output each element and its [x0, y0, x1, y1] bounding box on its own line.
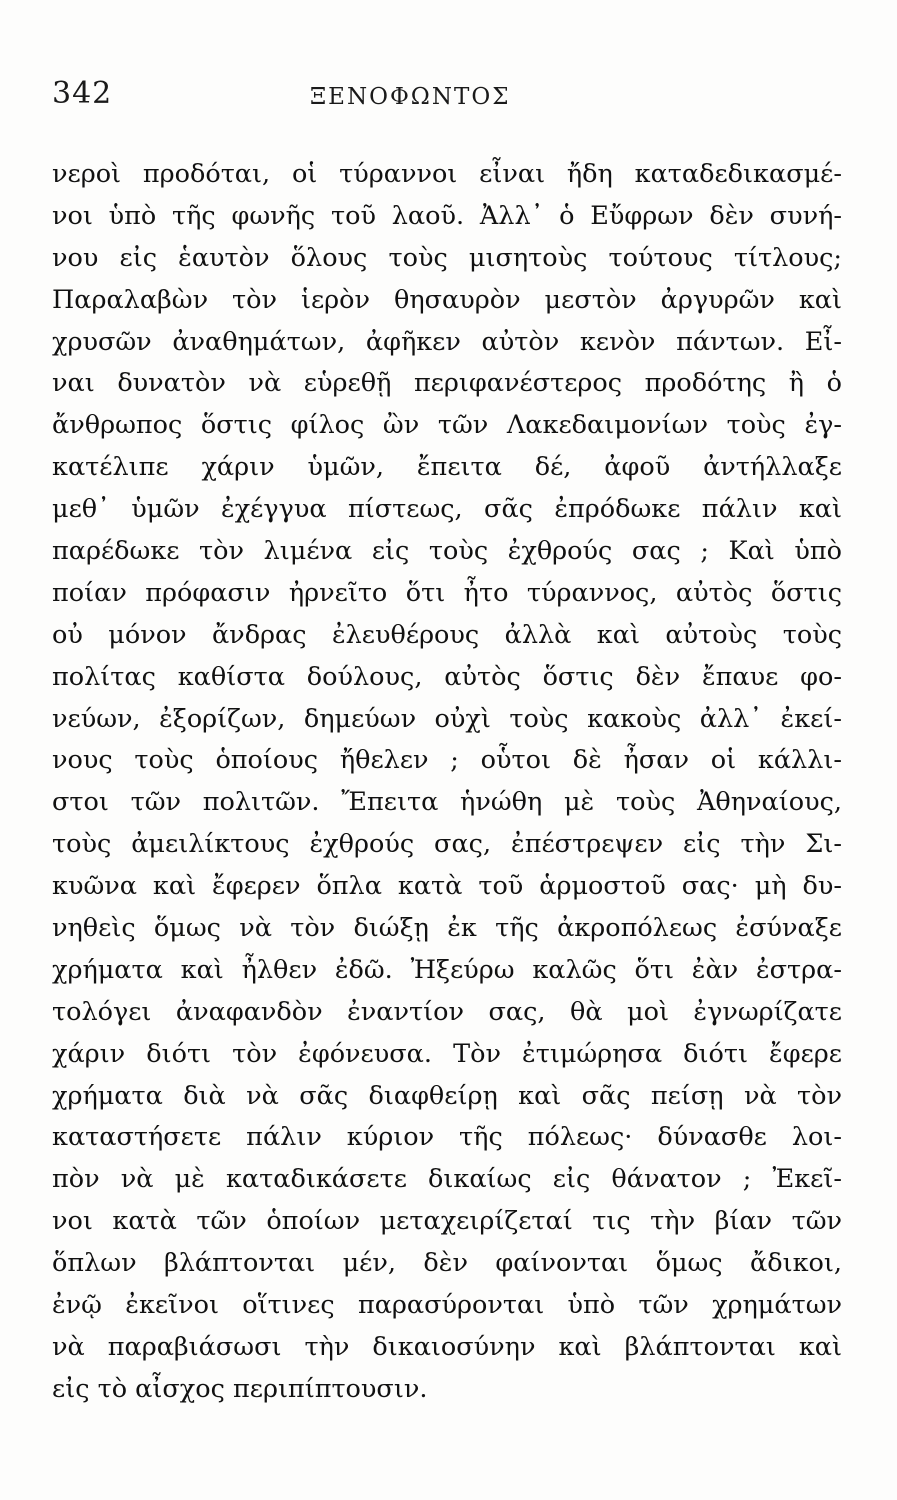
page-header	[52, 70, 832, 120]
text-line: ποίαν πρόφασιν ἠρνεῖτο ὅτι ἦτο τύραννος, αὐτὸς ὅστις	[52, 577, 842, 608]
text-line: ἐνῷ ἐκεῖνοι οἵτινες παρασύρονται ὑπὸ τῶν χρημάτων	[52, 1290, 842, 1321]
text-line: στοι τῶν πολιτῶν. Ἔπειτα ἡνώθη μὲ τοὺς Ἀθηναίους,	[52, 787, 842, 818]
text-line: νεύων, ἐξορίζων, δημεύων οὐχὶ τοὺς κακοὺς ἀλλ᾽ ἐκεί-	[52, 703, 842, 734]
text-line: εἰς τὸ αἶσχος περιπίπτουσιν.	[52, 1373, 428, 1404]
running-title: ΞΕΝΟΦΩΝΤΟΣ	[310, 84, 511, 110]
text-line: καταστήσετε πάλιν κύριον τῆς πόλεως· δύνασθε λοι-	[52, 1122, 842, 1153]
text-line: νὰ παραβιάσωσι τὴν δικαιοσύνην καὶ βλάπτονται καὶ	[52, 1331, 842, 1362]
body-text	[52, 154, 842, 1411]
text-line: πολίτας καθίστα δούλους, αὐτὸς ὅστις δὲν ἔπαυε φο-	[52, 661, 842, 692]
text-line: νου εἰς ἑαυτὸν ὅλους τοὺς μισητοὺς τούτους τίτλους;	[52, 242, 842, 273]
text-line: νοι κατὰ τῶν ὁποίων μεταχειρίζεταί τις τὴν βίαν τῶν	[52, 1206, 842, 1237]
text-line: νεροὶ προδόται, οἱ τύραννοι εἶναι ἤδη καταδεδικασμέ-	[52, 159, 842, 189]
text-line: χρήματα διὰ νὰ σᾶς διαφθείρῃ καὶ σᾶς πείσῃ νὰ τὸν	[52, 1080, 842, 1111]
text-line: Παραλαβὼν τὸν ἱερὸν θησαυρὸν μεστὸν ἀργυρῶν καὶ	[52, 284, 842, 315]
text-line: οὐ μόνον ἄνδρας ἐλευθέρους ἀλλὰ καὶ αὐτοὺς τοὺς	[52, 619, 842, 650]
text-line: κατέλιπε χάριν ὑμῶν, ἔπειτα δέ, ἀφοῦ ἀντήλλαξε	[52, 452, 842, 483]
text-line: νοι ὑπὸ τῆς φωνῆς τοῦ λαοῦ. Ἀλλ᾽ ὁ Εὔφρων δὲν συνή-	[52, 200, 842, 231]
text-line: τοὺς ἀμειλίκτους ἐχθρούς σας, ἐπέστρεψεν εἰς τὴν Σι-	[52, 829, 842, 860]
page-number: 342	[52, 76, 113, 111]
text-line: νους τοὺς ὁποίους ἤθελεν ; οὗτοι δὲ ἦσαν οἱ κάλλι-	[52, 745, 842, 776]
text-line: νηθεὶς ὅμως νὰ τὸν διώξῃ ἐκ τῆς ἀκροπόλεως ἐσύναξε	[52, 913, 842, 944]
text-line: μεθ᾽ ὑμῶν ἐχέγγυα πίστεως, σᾶς ἐπρόδωκε πάλιν καὶ	[52, 494, 842, 525]
text-line: κυῶνα καὶ ἔφερεν ὅπλα κατὰ τοῦ ἁρμοστοῦ σας· μὴ δυ-	[52, 871, 842, 902]
text-line: πὸν νὰ μὲ καταδικάσετε δικαίως εἰς θάνατον ; Ἐκεῖ-	[52, 1164, 842, 1195]
text-line: χρήματα καὶ ἦλθεν ἐδῶ. Ἠξεύρω καλῶς ὅτι ἐὰν ἐστρα-	[52, 954, 842, 985]
text-line: τολόγει ἀναφανδὸν ἐναντίον σας, θὰ μοὶ ἐγνωρίζατε	[52, 996, 842, 1027]
text-line: χρυσῶν ἀναθημάτων, ἀφῆκεν αὐτὸν κενὸν πάντων. Εἶ-	[52, 326, 842, 357]
text-line: παρέδωκε τὸν λιμένα εἰς τοὺς ἐχθρούς σας ; Καὶ ὑπὸ	[52, 536, 842, 567]
text-line: ἄνθρωπος ὅστις φίλος ὢν τῶν Λακεδαιμονίων τοὺς ἐγ-	[52, 410, 842, 441]
text-line: ὅπλων βλάπτονται μέν, δὲν φαίνονται ὅμως ἄδικοι,	[52, 1248, 842, 1279]
text-line: χάριν διότι τὸν ἐφόνευσα. Τὸν ἐτιμώρησα διότι ἔφερε	[52, 1038, 842, 1069]
text-line: ναι δυνατὸν νὰ εὑρεθῇ περιφανέστερος προδότης ἢ ὁ	[52, 368, 842, 399]
